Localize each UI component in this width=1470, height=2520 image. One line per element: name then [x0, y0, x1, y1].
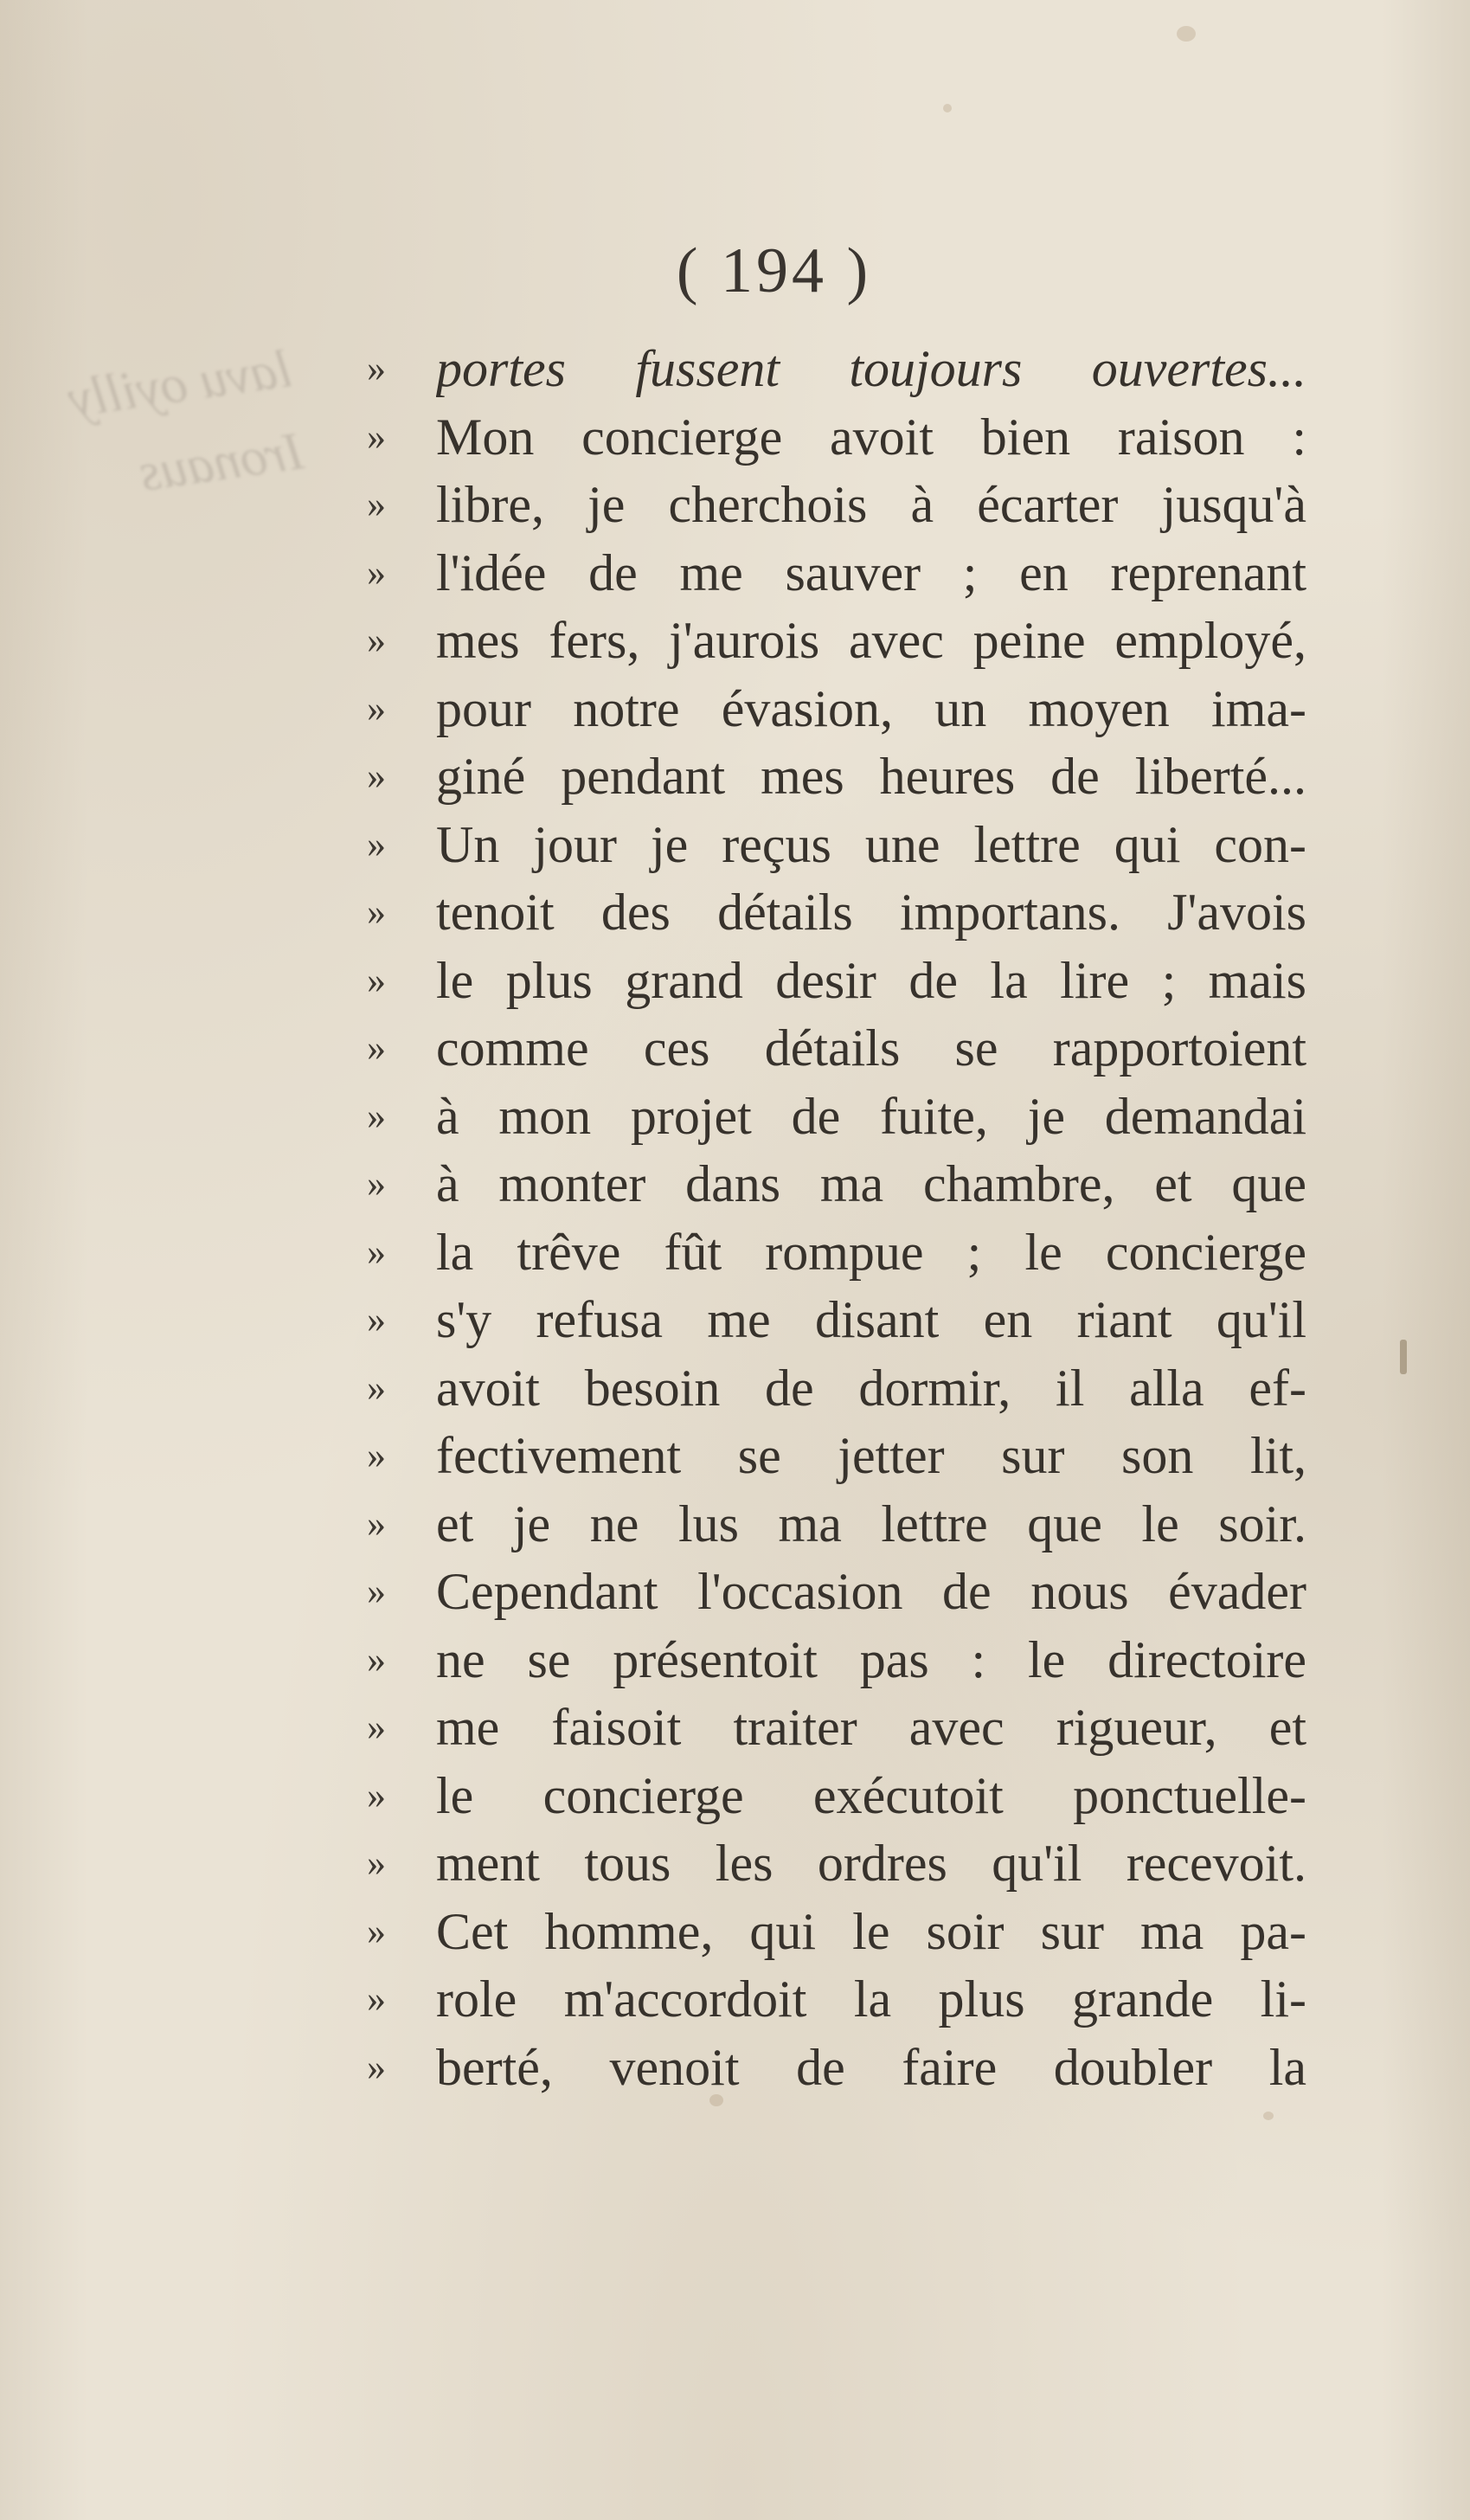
line-text: Cependant l'occasion de nous évader: [436, 1563, 1306, 1620]
line-text: le concierge exécutoit ponctuelle-: [436, 1766, 1306, 1824]
line-text: fectivement se jetter sur son lit,: [436, 1427, 1306, 1484]
quote-mark: »: [367, 1026, 386, 1069]
text-line: [367, 1762, 1306, 1830]
quote-mark: »: [367, 1298, 386, 1340]
text-line: [367, 742, 1306, 811]
quote-mark: »: [367, 1773, 386, 1816]
quote-mark: »: [367, 347, 386, 389]
line-text: et je ne lus ma lettre que le soir.: [436, 1495, 1306, 1552]
quote-mark: »: [367, 958, 386, 1001]
text-line: [367, 675, 1306, 743]
text-line: [367, 1626, 1306, 1694]
line-text: ne se présentoit pas : le directoire: [436, 1630, 1306, 1688]
text-line: [367, 1014, 1306, 1083]
line-text: le plus grand desir de la lire ; mais: [436, 951, 1306, 1009]
line-text: Un jour je reçus une lettre qui con-: [436, 815, 1306, 873]
quote-mark: »: [367, 415, 386, 458]
text-line: [367, 607, 1306, 675]
page-number: ( 194 ): [676, 235, 872, 306]
line-text: role m'accordoit la plus grande li-: [436, 1970, 1306, 2028]
line-text: s'y refusa me disant en riant qu'il: [436, 1291, 1306, 1348]
line-text: à mon projet de fuite, je demandai: [436, 1087, 1306, 1145]
quote-mark: »: [367, 2045, 386, 2088]
quote-mark: »: [367, 1162, 386, 1205]
bleed-through-line: lavu oyilly: [64, 339, 296, 429]
quote-mark: »: [367, 890, 386, 933]
quote-mark: »: [367, 686, 386, 730]
line-text: Mon concierge avoit bien raison :: [436, 408, 1306, 466]
quote-mark: »: [367, 619, 386, 661]
paper-stain: [1263, 2112, 1274, 2120]
text-line: [367, 471, 1306, 539]
quote-mark: »: [367, 755, 386, 797]
line-text: ment tous les ordres qu'il recevoit.: [436, 1835, 1306, 1892]
line-text: berté, venoit de faire doubler la: [436, 2038, 1306, 2096]
text-line: [367, 335, 1306, 403]
quote-mark: »: [367, 1706, 386, 1748]
text-line: [367, 539, 1306, 608]
text-line: [367, 1694, 1306, 1762]
quote-mark: »: [367, 1434, 386, 1476]
quote-mark: »: [367, 483, 386, 525]
text-line: [367, 1083, 1306, 1151]
paper-stain: [1177, 26, 1196, 42]
line-text: me faisoit traiter avec rigueur, et: [436, 1699, 1306, 1756]
body-text: [367, 335, 1306, 2101]
line-text: mes fers, j'aurois avec peine employé,: [436, 612, 1306, 669]
text-line: [367, 1898, 1306, 1966]
line-text: l'idée de me sauver ; en reprenant: [436, 543, 1306, 601]
line-text: libre, je cherchois à écarter jusqu'à: [436, 476, 1306, 533]
line-text: portes fussent toujours ouvertes...: [436, 340, 1306, 397]
text-line: [367, 1558, 1306, 1626]
text-line: [367, 878, 1306, 947]
text-line: [367, 1286, 1306, 1354]
quote-mark: »: [367, 1977, 386, 2020]
quote-mark: »: [367, 1366, 386, 1409]
quote-mark: »: [367, 1909, 386, 1952]
text-line: [367, 1354, 1306, 1423]
quote-mark: »: [367, 1501, 386, 1545]
text-line: [367, 1150, 1306, 1218]
text-line: [367, 1218, 1306, 1287]
quote-mark: »: [367, 1094, 386, 1137]
line-text: pour notre évasion, un moyen ima-: [436, 679, 1306, 737]
line-text: à monter dans ma chambre, et que: [436, 1155, 1306, 1212]
ink-mark: [1400, 1340, 1407, 1374]
line-text: giné pendant mes heures de liberté...: [436, 748, 1306, 805]
quote-mark: »: [367, 550, 386, 594]
line-text: Cet homme, qui le soir sur ma pa-: [436, 1902, 1306, 1960]
bleed-through-line: Ironaus: [135, 421, 308, 504]
line-text: avoit besoin de dormir, il alla ef-: [436, 1359, 1306, 1417]
text-line: [367, 811, 1306, 879]
quote-mark: »: [367, 1230, 386, 1273]
quote-mark: »: [367, 1842, 386, 1884]
quote-mark: »: [367, 822, 386, 865]
line-text: la trêve fût rompue ; le concierge: [436, 1223, 1306, 1281]
bleed-through-handwriting: [3, 327, 318, 589]
quote-mark: »: [367, 1637, 386, 1681]
quote-mark: »: [367, 1570, 386, 1612]
text-line: [367, 1422, 1306, 1490]
text-line: [367, 1829, 1306, 1898]
text-line: [367, 1965, 1306, 2034]
line-text: tenoit des détails importans. J'avois: [436, 884, 1306, 941]
text-line: [367, 947, 1306, 1015]
text-line: [367, 1490, 1306, 1559]
text-line: [367, 2034, 1306, 2102]
text-line: [367, 403, 1306, 472]
paper-stain: [943, 104, 952, 112]
line-text: comme ces détails se rapportoient: [436, 1019, 1306, 1077]
